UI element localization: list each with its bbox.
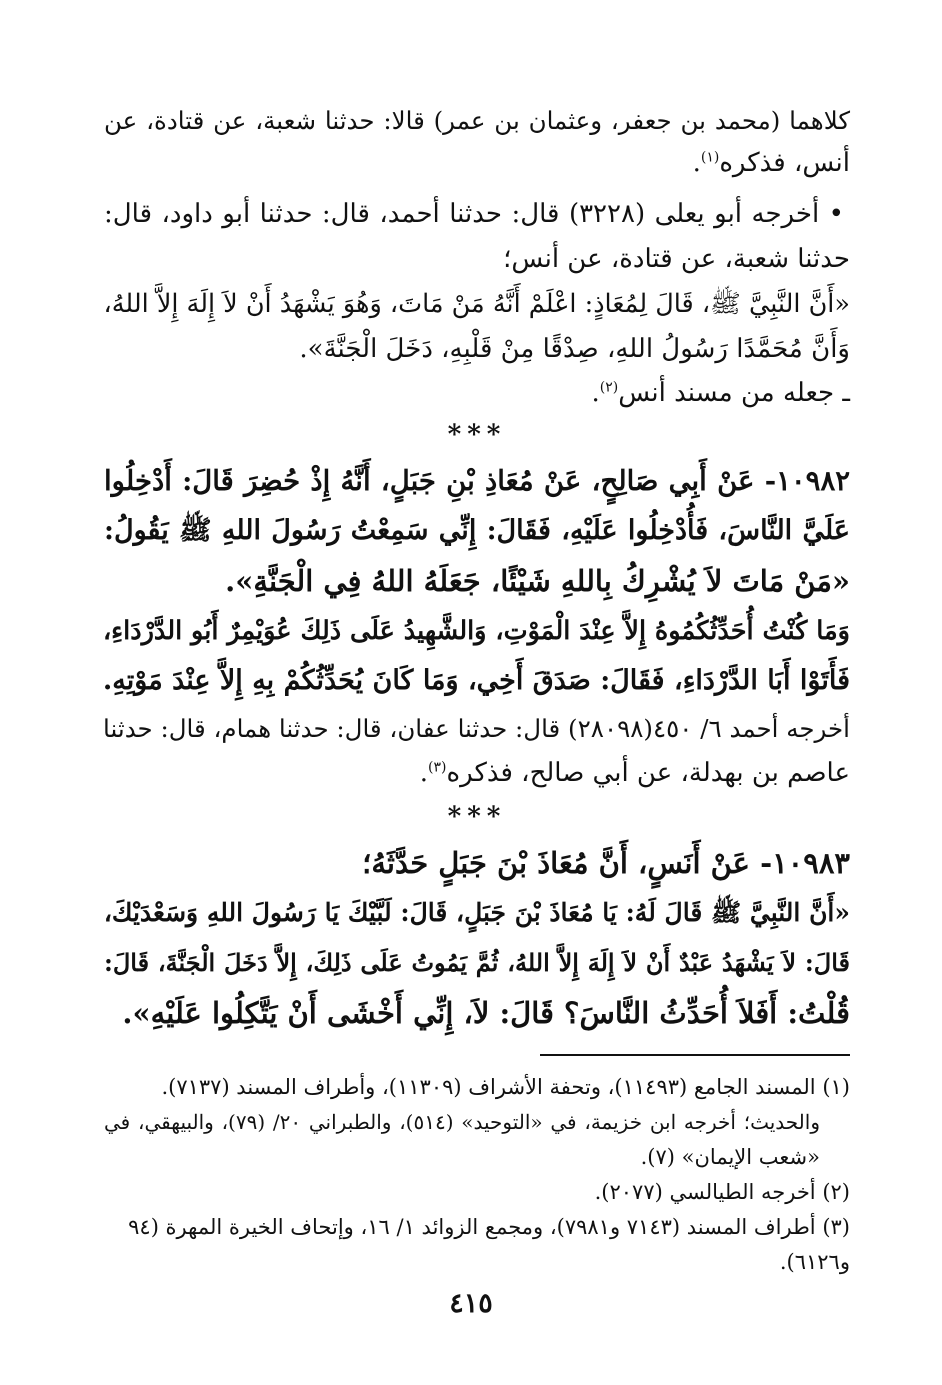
hadith-line: قُلْتُ: أَفَلاَ أُحَدِّثُ النَّاسَ؟ قَالَ: لاَ، إِنِّي أَخْشَى أَنْ يَتَّكِلُوا عَلَيْهِ». [122, 996, 850, 1030]
section-separator: *** [447, 420, 507, 450]
text-line [104, 192, 850, 237]
text-fragment: أخرجه أبو يعلى (٣٢٢٨) قال: حدثنا أحمد، قال: حدثنا أبو داود، قال: [104, 199, 820, 229]
hadith-line: ١٠٩٨٣- عَنْ أَنَسٍ، أَنَّ مُعَاذَ بْنَ جَبَلٍ حَدَّثَهُ؛ [362, 846, 850, 880]
footnote-divider [540, 1054, 850, 1056]
hadith-line: قَالَ: لاَ يَشْهَدُ عَبْدٌ أَنْ لاَ إِلَهَ إِلاَّ اللهُ، ثُمَّ يَمُوتُ عَلَى ذَلِكَ، إِلاَّ دَخَلَ الْجَنَّةَ، قَالَ: [104, 948, 850, 977]
text-line: عاصم بن بهدلة، عن أبي صالح، فذكره$^{(٣)}$. [419, 758, 850, 788]
text-line: حدثنا شعبة، عن قتادة، عن أنس؛ [503, 244, 850, 274]
text-line: ـ جعله من مسند أنس$^{(٢)}$. [591, 378, 850, 408]
text-line: أنس، فذكره$^{(١)}$. [692, 148, 850, 178]
text-fragment: أنس، فذكره [719, 148, 850, 178]
hadith-line: وَمَا كُنْتُ أُحَدِّثُكُمُوهُ إِلاَّ عِنْدَ الْمَوْتِ، وَالشَّهِيدُ عَلَى ذَلِكَ عُوَيْمِرٌ أَبُو الدَّرْدَاءِ، [102, 616, 850, 646]
footnote: والحديث؛ أخرجه ابن خزيمة، في «التوحيد» (٥١٤)، والطبراني ٢٠/ (٧٩)، والبيهقي، في [104, 1110, 820, 1134]
footnote: (٣) أطراف المسند (٧١٤٣ و٧٩٨١)، ومجمع الزوائد ١/ ١٦، وإتحاف الخيرة المهرة (٩٤ و٦١٢٦). [128, 1215, 850, 1274]
hadith-line: ١٠٩٨٢- عَنْ أَبِي صَالِحٍ، عَنْ مُعَاذِ بْنِ جَبَلٍ، أَنَّهُ إِذْ حُضِرَ قَالَ: أَدْخِلُوا [104, 465, 850, 497]
footnote: «شعب الإيمان» (٧). [640, 1145, 820, 1169]
text-line: أخرجه أحمد ٦/ ٤٥٠(٢٨٠٩٨) قال: حدثنا عفان، قال: حدثنا همام، قال: حدثنا [103, 714, 850, 743]
footnote-marker: (١) [700, 149, 720, 166]
footnote-marker: (٣) [428, 759, 447, 776]
hadith-line: «أَنَّ النَّبِيَّ ﷺ، قَالَ لِمُعَاذٍ: اعْلَمْ أَنَّهُ مَنْ مَاتَ، وَهُوَ يَشْهَدُ أَنْ لاَ إِلَهَ إِلاَّ اللهُ، [103, 289, 850, 319]
hadith-line: «مَنْ مَاتَ لاَ يُشْرِكُ بِاللهِ شَيْئًا، جَعَلَهُ اللهُ فِي الْجَنَّةِ». [225, 564, 850, 598]
hadith-line: فَأَتَوْا أَبَا الدَّرْدَاءِ، فَقَالَ: صَدَقَ أَخِي، وَمَا كَانَ يُحَدِّثُكُمْ بِهِ إِلاَّ عِنْدَ مَوْتِهِ. [102, 665, 850, 696]
hadith-line: «أَنَّ النَّبِيَّ ﷺ قَالَ لَهُ: يَا مُعَاذَ بْنَ جَبَلٍ، قَالَ: لَبَّيْكَ يَا رَسُولَ اللهِ وَسَعْدَيْكَ، [103, 898, 850, 927]
text-fragment: عاصم بن بهدلة، عن أبي صالح، فذكره [446, 758, 850, 788]
hadith-line: عَلَيَّ النَّاسَ، فَأُدْخِلُوا عَلَيْهِ، فَقَالَ: إِنِّي سَمِعْتُ رَسُولَ اللهِ ﷺ يَقُولُ: [104, 515, 850, 546]
text-line: كلاهما (محمد بن جعفر، وعثمان بن عمر) قالا: حدثنا شعبة، عن قتادة، عن [104, 106, 850, 135]
footnote: (٢) أخرجه الطيالسي (٢٠٧٧). [594, 1180, 850, 1204]
section-separator: *** [447, 802, 507, 832]
hadith-line: وَأَنَّ مُحَمَّدًا رَسُولُ اللهِ، صِدْقًا مِنْ قَلْبِهِ، دَخَلَ الْجَنَّةَ». [299, 334, 850, 364]
bullet-icon: • [828, 199, 845, 229]
page-number: ٤١٥ [449, 1288, 493, 1319]
text-fragment: ـ جعله من مسند أنس [618, 378, 850, 408]
footnote-marker: (٢) [599, 379, 619, 396]
footnote: (١) المسند الجامع (١١٤٩٣)، وتحفة الأشراف (١١٣٠٩)، وأطراف المسند (٧١٣٧). [161, 1075, 850, 1099]
